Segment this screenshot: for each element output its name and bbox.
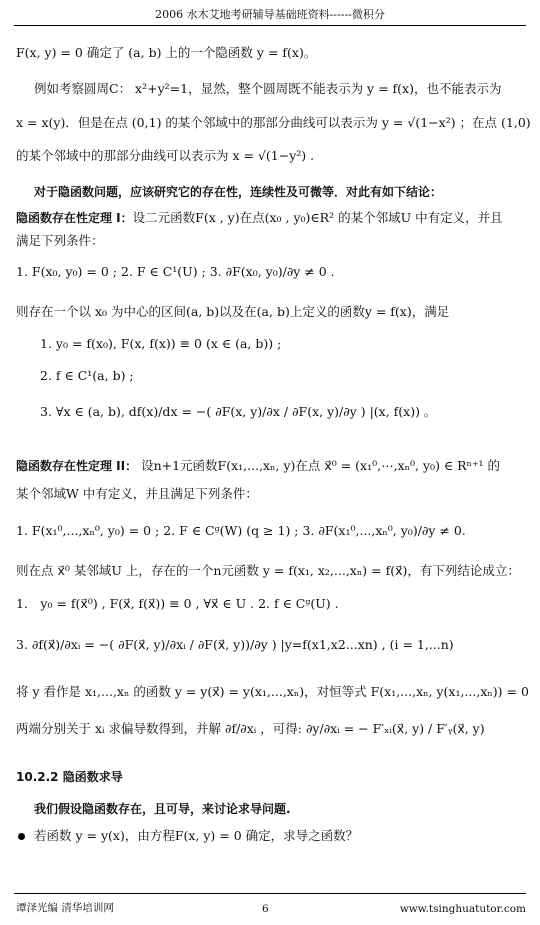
text-line-20: 两端分别关于 xᵢ 求偏导数得到，并解 ∂f/∂xᵢ ，可得: ∂y/∂xᵢ = − F′ₓᵢ(x⃗, y) / F′ᵧ(x⃗, y) (16, 721, 485, 736)
footer-author: 谭泽光编 清华培训网 (16, 902, 114, 914)
page-header: 2006 水木艾地考研辅导基础班资料------微积分 (155, 8, 385, 21)
text-line-16: 则在点 x⃗⁰ 某邻域U 上，存在的一个n元函数 y = f(x₁, x₂,...,xₙ) = f(x⃗)，有下列结论成立： (16, 563, 520, 578)
text-line-19: 将 y 看作是 x₁,...,xₙ 的函数 y = y(x⃗) = y(x₁,...,xₙ)，对恒等式 F(x₁,...,xₙ, y(x₁,...,xₙ)) = 0 (16, 684, 529, 699)
page-number: 6 (262, 903, 269, 915)
theorem-2-line (16, 457, 526, 475)
theorem-1-text: 设二元函数F(x , y)在点(x₀ , y₀)∈R² 的某个邻域U 中有定义，并且 (132, 210, 503, 225)
text-line-5: 对于隐函数问题，应该研究它的存在性，连续性及可微等．对此有如下结论： (34, 185, 443, 199)
text-line-22: 我们假设隐函数存在，且可导，来讨论求导问题. (34, 802, 291, 816)
theorem-2-title: 隐函数存在性定理 II： (16, 459, 138, 473)
bullet-icon (18, 833, 25, 840)
theorem-2-text: 设n+1元函数F(x₁,...,xₙ, y)在点 x⃗⁰ = (x₁⁰,⋯,xₙ⁰, y₀) ∈ Rⁿ⁺¹ 的 (137, 458, 501, 473)
text-line-9: 则存在一个以 x₀ 为中心的区间(a, b)以及在(a, b)上定义的函数y = f(x)，满足 (16, 304, 450, 319)
header-rule (14, 25, 526, 26)
text-line-3: x = x(y)．但是在点 (0,1) 的某个邻域中的那部分曲线可以表示为 y = √(1−x²) ；在点 (1,0) (16, 115, 531, 130)
text-line-1: F(x, y) = 0 确定了 (a, b) 上的一个隐函数 y = f(x)。 (16, 45, 317, 60)
conclusion-line-2: 1． y₀ = f(x⃗⁰) , F(x⃗, f(x⃗)) ≡ 0 , ∀x⃗ ∈ U . 2. f ∈ Cᵍ(U) . (16, 596, 339, 611)
condition-line-1: 1. F(x₀, y₀) = 0 ; 2. F ∈ C¹(U) ; 3. ∂F(x₀, y₀)/∂y ≠ 0 . (16, 264, 335, 279)
theorem-1-line (16, 209, 526, 227)
conclusion-line-3: 3. ∂f(x⃗)/∂xᵢ = −( ∂F(x⃗, y)/∂xᵢ / ∂F(x⃗, y))/∂y ) |y=f(x1,x2...xn) , (i = 1,...n) (16, 637, 454, 652)
theorem-1-title: 隐函数存在性定理 I： (16, 211, 133, 225)
text-line-14: 某个邻域W 中有定义，并且满足下列条件： (16, 486, 258, 501)
footer-rule (14, 893, 526, 894)
footer-url: www.tsinghuatutor.com (399, 903, 526, 915)
condition-line-2: 1. F(x₁⁰,...,xₙ⁰, y₀) = 0 ; 2. F ∈ Cᵍ(W) (q ≥ 1) ; 3. ∂F(x₁⁰,...,xₙ⁰, y₀)/∂y ≠ 0. (16, 523, 466, 538)
section-heading: 10.2.2 隐函数求导 (16, 770, 123, 784)
conclusion-1: 1. y₀ = f(x₀), F(x, f(x)) ≡ 0 (x ∈ (a, b)) ; (40, 336, 282, 351)
text-line-2: 例如考察圆周C： x²+y²=1，显然，整个圆周既不能表示为 y = f(x)，也不能表示为 (34, 81, 502, 96)
conclusion-2: 2. f ∈ C¹(a, b) ; (40, 368, 134, 383)
text-line-23: 若函数 y = y(x)，由方程F(x, y) = 0 确定，求导之函数？ (34, 828, 359, 843)
text-line-4: 的某个邻域中的那部分曲线可以表示为 x = √(1−y²) . (16, 148, 315, 163)
text-line-7: 满足下列条件： (16, 233, 104, 248)
conclusion-3: 3. ∀x ∈ (a, b), df(x)/dx = −( ∂F(x, y)/∂x / ∂F(x, y)/∂y ) |(x, f(x)) 。 (40, 404, 437, 419)
